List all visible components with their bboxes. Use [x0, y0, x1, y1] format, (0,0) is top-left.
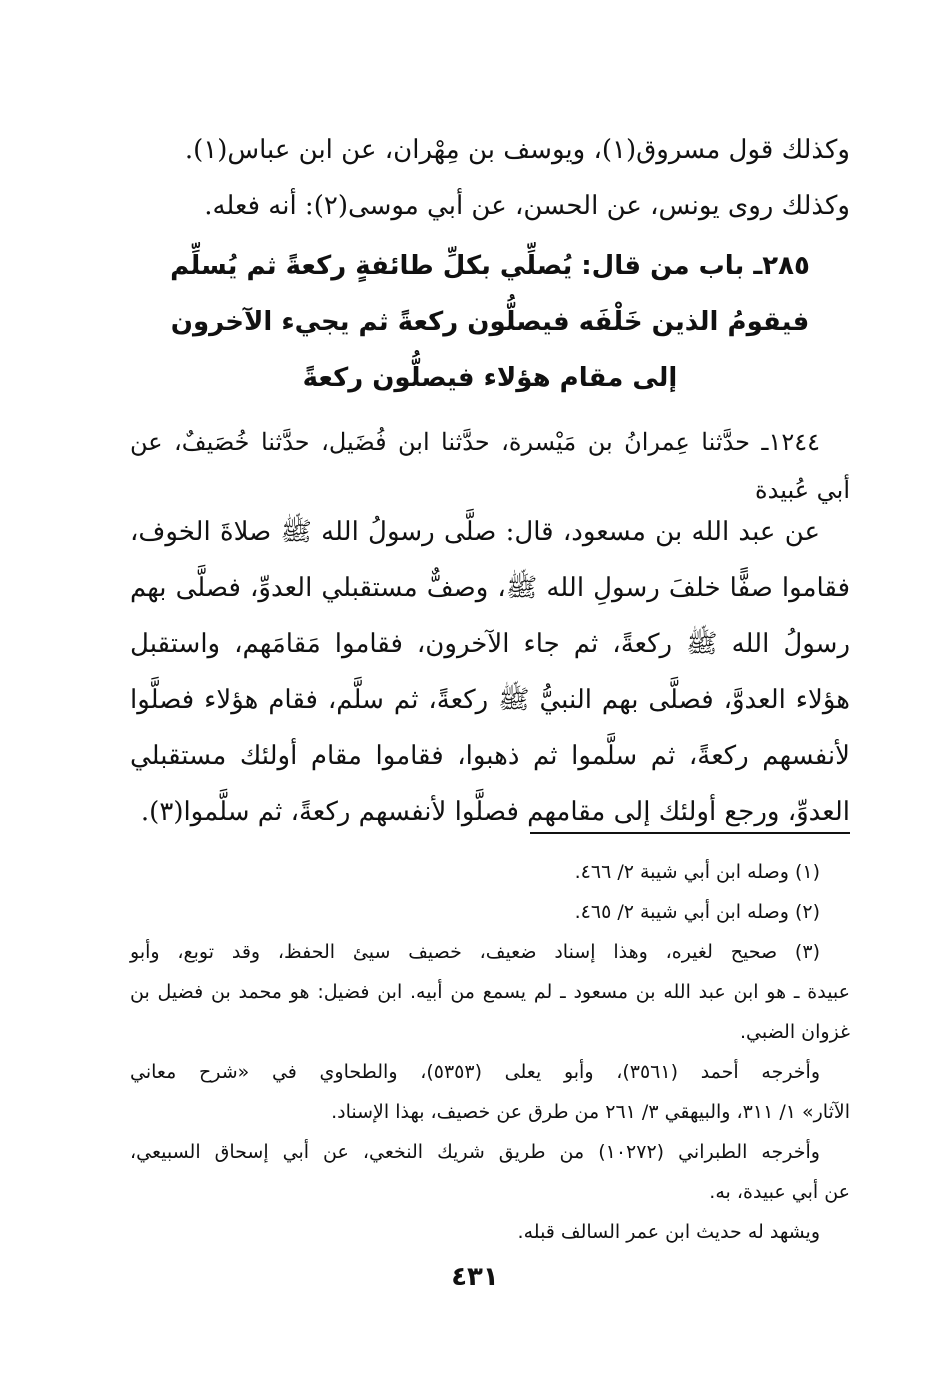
footnote-line: (٢) وصله ابن أبي شيبة ٢/ ٤٦٥.	[574, 901, 820, 923]
text-line: هؤلاء العدوَّ، فصلَّى بهم النبيُّ ﷺ ركعةً، ثم سلَّم، فقام هؤلاء فصلَّوا	[130, 685, 850, 715]
intro-lines	[130, 122, 850, 234]
chapter-title-line: فيقومُ الذين خَلْفَه فيصلُّون ركعةً ثم يجيء الآخرون	[170, 307, 810, 337]
footnotes	[130, 852, 850, 1252]
chapter-title-line: إلى مقام هؤلاء فيصلُّون ركعةً	[302, 363, 678, 393]
text-line: وكذلك قول مسروق(١)، ويوسف بن مِهْران، عن ابن عباس(١).	[184, 135, 850, 165]
chapter-title-line: ٢٨٥ـ باب من قال: يُصلِّي بكلِّ طائفةٍ ركعةً ثم يُسلِّم	[170, 251, 810, 281]
footnote-line: وأخرجه أحمد (٣٥٦١)، وأبو يعلى (٥٣٥٣)، والطحاوي في «شرح معاني	[130, 1061, 820, 1083]
text-line: ١٢٤٤ـ حدَّثنا عِمرانُ بن مَيْسرة، حدَّثنا ابن فُضَيل، حدَّثنا خُصَيفٌ، عن	[130, 428, 820, 456]
text-line: لأنفسهم ركعةً، ثم سلَّموا ثم ذهبوا، فقاموا مقام أولئك مستقبلي	[130, 741, 850, 771]
chapter-title	[130, 238, 850, 406]
footnote-separator	[530, 832, 850, 834]
text-line: العدوِّ، ورجع أولئك إلى مقامهم فصلَّوا لأنفسهم ركعةً، ثم سلَّموا(٣).	[140, 797, 850, 827]
text-line: عن عبد الله بن مسعود، قال: صلَّى رسولُ الله ﷺ صلاةَ الخوف،	[130, 517, 820, 547]
footnote-line: عن أبي عبيدة، به.	[709, 1181, 850, 1203]
hadith-text	[130, 504, 850, 840]
text-line: رسولُ الله ﷺ ركعةً، ثم جاء الآخرون، فقاموا مَقامَهم، واستقبل	[130, 629, 850, 659]
page-number: ٤٣١	[451, 1262, 499, 1292]
text-line: وكذلك روى يونس، عن الحسن، عن أبي موسى(٢): أنه فعله.	[204, 191, 850, 221]
hadith-chain	[130, 418, 850, 514]
footnote-line: ويشهد له حديث ابن عمر السالف قبله.	[517, 1221, 820, 1243]
footnote-line: (١) وصله ابن أبي شيبة ٢/ ٤٦٦.	[574, 861, 820, 883]
footnote-line: وأخرجه الطبراني (١٠٢٧٢) من طريق شريك النخعي، عن أبي إسحاق السبيعي،	[130, 1141, 820, 1163]
footnote-line: الآثار» ١/ ٣١١، والبيهقي ٣/ ٢٦١ من طرق عن خصيف، بهذا الإسناد.	[331, 1101, 850, 1123]
text-line: فقاموا صفًّا خلفَ رسولِ الله ﷺ، وصفٌّ مستقبلي العدوِّ، فصلَّى بهم	[130, 573, 850, 603]
text-line: أبي عُبيدة	[755, 476, 850, 504]
footnote-line: (٣) صحيح لغيره، وهذا إسناد ضعيف، خصيف سيئ الحفظ، وقد توبع، وأبو	[130, 941, 820, 963]
footnote-line: غزوان الضبي.	[739, 1021, 850, 1043]
footnote-line: عبيدة ـ هو ابن عبد الله بن مسعود ـ لم يسمع من أبيه. ابن فضيل: هو محمد بن فضيل بن	[130, 981, 850, 1003]
